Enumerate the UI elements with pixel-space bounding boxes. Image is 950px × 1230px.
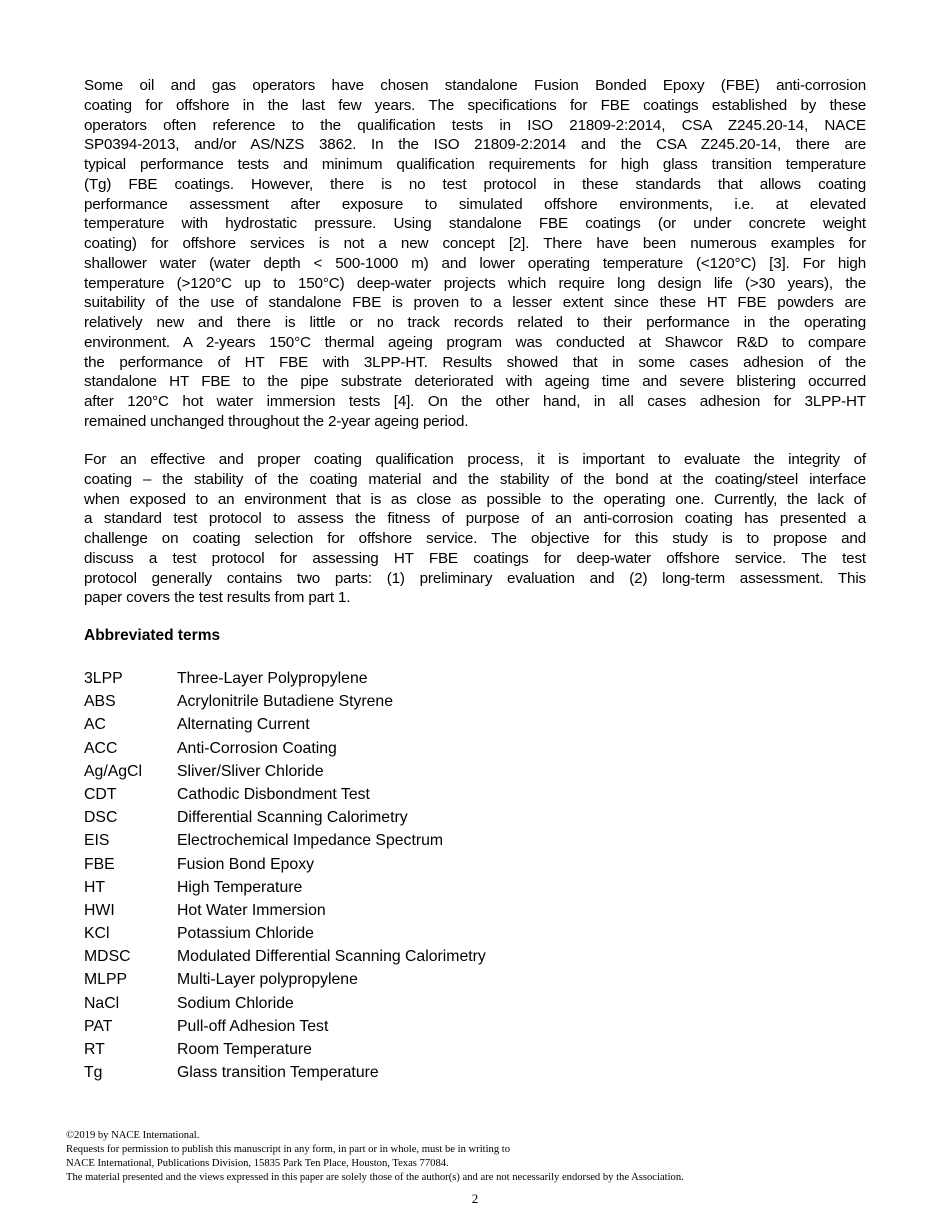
abbreviation-definition: Three-Layer Polypropylene [177,670,368,687]
text-line: discuss a test protocol for assessing HT FBE coatings for deep-water offshore service. The test [84,549,866,567]
abbreviation-term: PAT [84,1017,113,1035]
abbreviation-definition: Differential Scanning Calorimetry [177,809,408,827]
abbreviation-row [84,925,486,948]
text-line: coating) for offshore services is not a new concept [2]. There have been numerous examples for [84,235,866,252]
text-line: For an effective and proper coating qualification process, it is important to evaluate the integrity of [84,451,866,468]
abbreviation-term: 3LPP [84,670,123,687]
abbreviation-definition: Glass transition Temperature [177,1064,379,1082]
page-number: 2 [471,1191,479,1206]
abbreviation-term: Ag/AgCl [84,762,142,780]
text-line: shallower water (water depth < 500-1000 m) and lower operating temperature (<120°C) [3]. For high [84,254,866,272]
text-line: the performance of HT FBE with 3LPP-HT. Results showed that in some cases adhesion of the [84,353,866,371]
text-line: coating for offshore in the last few years. The specifications for FBE coatings established by these [84,96,866,114]
footer-line: The material presented and the views expressed in this paper are solely those of the author(s) and are not necessarily endorsed by the Association. [66,1172,684,1183]
text-line: operators often reference to the qualification tests in ISO 21809-2:2014, CSA Z245.20-14, NACE [84,116,866,134]
text-line: protocol generally contains two parts: (1) preliminary evaluation and (2) long-term assessment. This [84,569,866,587]
abbreviation-term: MDSC [84,948,131,966]
text-line: (Tg) FBE coatings. However, there is no test protocol in these standards that allows coating [84,175,866,193]
text-line: a standard test protocol to assess the fitness of purpose of an anti-corrosion coating has presented a [84,510,866,528]
abbreviation-row [84,670,486,693]
abbreviation-row [84,948,486,971]
abbreviation-row [84,856,486,879]
text-line: challenge on coating selection for offshore service. The objective for this study is to propose and [84,530,866,547]
abbreviation-definition: Cathodic Disbondment Test [177,785,370,803]
abbreviation-row [84,1064,486,1087]
abbreviation-row [84,786,486,809]
abbreviation-term: FBE [84,855,115,873]
text-line: coating – the stability of the coating material and the stability of the bond at the coating/steel interface [84,470,866,488]
abbreviation-row [84,740,486,763]
abbreviation-row [84,879,486,902]
abbreviation-term: RT [84,1041,105,1058]
abbreviation-definition: Anti-Corrosion Coating [177,739,337,757]
footer-line: ©2019 by NACE International. [66,1130,200,1141]
text-line: suitability of the use of standalone FBE is proven to a lesser extent since these HT FBE powders are [84,294,866,312]
abbreviation-row [84,902,486,925]
abbreviation-definition: Fusion Bond Epoxy [177,855,314,873]
section-heading-abbreviated-terms: Abbreviated terms [84,627,221,644]
abbreviation-term: ACC [84,739,118,757]
abbreviations-list [84,670,486,1087]
abbreviation-definition: Modulated Differential Scanning Calorimetry [177,948,486,966]
text-line: typical performance tests and minimum qualification requirements for high glass transition temperature [84,156,866,173]
abbreviation-term: Tg [84,1064,103,1082]
abbreviation-term: DSC [84,809,118,827]
abbreviation-definition: Acrylonitrile Butadiene Styrene [177,693,394,711]
text-line: performance assessment after exposure to simulated offshore environments, i.e. at elevated [84,195,866,213]
paragraph-objective [84,450,866,608]
text-line: temperature (>120°C up to 150°C) deep-water projects which require long design life (>30 years), the [84,274,866,292]
footer-line: Requests for permission to publish this manuscript in any form, in part or in whole, must be in writing to [66,1144,511,1155]
text-line: when exposed to an environment that is as close as possible to the operating one. Currently, the lack of [84,490,866,508]
abbreviation-row [84,832,486,855]
footer-copyright [66,1129,684,1185]
abbreviation-row [84,1018,486,1041]
abbreviation-definition: Sliver/Sliver Chloride [177,762,324,780]
abbreviation-term: ABS [84,693,116,711]
text-line: relatively new and there is little or no track records related to their performance in the operating [84,314,866,331]
abbreviation-definition: High Temperature [177,878,303,896]
text-line: remained unchanged throughout the 2-year ageing period. [84,412,469,430]
paragraph-introduction [84,76,866,432]
abbreviation-definition: Sodium Chloride [177,994,294,1012]
text-line: Some oil and gas operators have chosen standalone Fusion Bonded Epoxy (FBE) anti-corrosion [84,77,866,94]
text-line: standalone HT FBE to the pipe substrate deteriorated with ageing time and severe blistering occurred [84,373,866,391]
text-line: environment. A 2-years 150°C thermal ageing program was conducted at Shawcor R&D to compare [84,333,866,351]
text-line: after 120°C hot water immersion tests [4]. On the other hand, in all cases adhesion for 3LPP-HT [84,393,866,410]
abbreviation-term: AC [84,716,106,734]
abbreviation-definition: Multi-Layer polypropylene [177,971,358,989]
abbreviation-row [84,971,486,994]
abbreviation-definition: Pull-off Adhesion Test [177,1017,329,1035]
abbreviation-term: NaCl [84,994,120,1012]
abbreviation-definition: Alternating Current [177,716,310,734]
abbreviation-definition: Room Temperature [177,1041,312,1058]
abbreviation-term: HWI [84,901,115,919]
abbreviation-definition: Hot Water Immersion [177,901,326,919]
abbreviation-row [84,763,486,786]
text-line: SP0394-2013, and/or AS/NZS 3862. In the ISO 21809-2:2014 and the CSA Z245.20-14, there are [84,136,866,154]
abbreviation-definition: Electrochemical Impedance Spectrum [177,832,444,850]
abbreviation-row [84,1041,486,1064]
abbreviation-term: CDT [84,785,117,803]
text-line: temperature with hydrostatic pressure. Using standalone FBE coatings (or under concrete weight [84,215,866,233]
text-line: paper covers the test results from part 1. [84,589,351,607]
abbreviation-row [84,693,486,716]
abbreviation-row [84,716,486,739]
abbreviation-definition: Potassium Chloride [177,925,314,943]
abbreviation-term: EIS [84,832,110,850]
footer-line: NACE International, Publications Division, 15835 Park Ten Place, Houston, Texas 77084. [66,1158,449,1169]
abbreviation-row [84,995,486,1018]
abbreviation-term: MLPP [84,971,128,989]
abbreviation-row [84,809,486,832]
abbreviation-term: HT [84,878,106,896]
abbreviation-term: KCl [84,925,110,943]
